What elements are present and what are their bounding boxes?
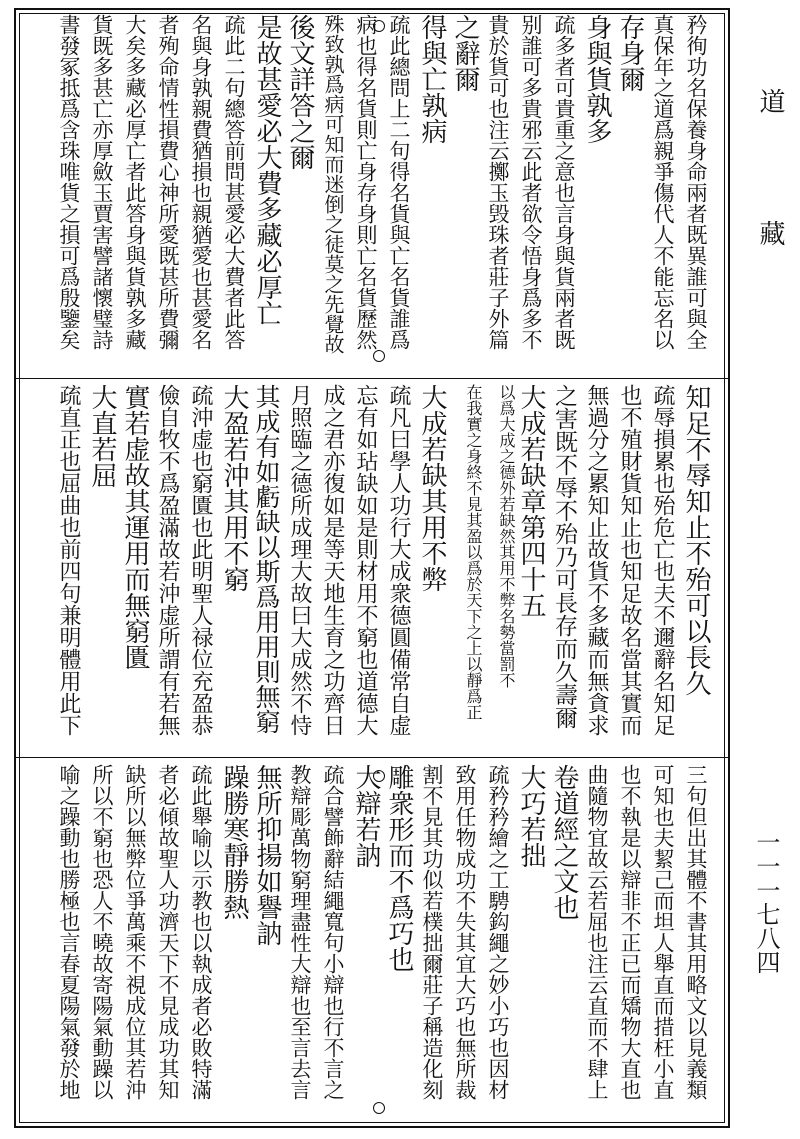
text-column: 大辯若訥 [351,764,381,868]
text-column: 所以不窮也恐人不曉故寄陽氣動躁以 [90,764,114,1100]
text-column: 大巧若拙 [516,764,546,868]
text-column: 割不見其功似若樸拙爾莊子稱造化刻 [420,764,444,1100]
text-column: 病也得名貨則亡身存身則亡名貨歷然 [354,14,378,350]
text-column: 大盈若沖其用不窮 [219,384,249,592]
text-column: 貴於貨可也注云擲玉毁珠者莊子外篇 [486,14,510,350]
text-column: 疏此舉喻以示教也以執成者必敗特滿 [189,764,213,1100]
text-column: 得與亡孰病 [417,14,447,144]
text-column: 實若虚故其運用而無窮匱 [120,384,150,670]
text-column: 疏辱損累也殆危亡也夫不邇辭名知足 [650,384,675,736]
text-column: 疏直正也屈曲也前四句兼明體用此下 [56,384,81,736]
text-column: 身與貨孰多 [582,14,612,144]
text-panel-top [36,14,712,374]
text-column: 可知也夫絜己而坦人舉直而措枉小直 [651,764,675,1100]
text-column: 貨既多甚亡亦厚斂玉賈害譬諸懷璧詩 [90,14,114,350]
text-column: 致用任物成功不失其宜大巧也無所裁 [453,764,477,1100]
text-column: 教辯彫萬物窮理盡性大辯也至言去言 [288,764,312,1100]
text-column: 忘有如玷缺如是則材用不窮也道德大 [353,384,378,736]
text-column: 以爲大成之德外若缺然其用不弊名勢當罰不 [497,384,516,688]
text-column: 書發冢抵爲含珠唯貨之損可爲殷鑒矣 [57,14,81,350]
text-column: 存身爾 [615,14,645,92]
text-column: 喻之躁動也勝極也言春夏陽氣發於地 [57,764,81,1100]
text-column: 疏多者可貴重之意也言身與貨兩者既 [552,14,576,350]
text-column: 之害既不辱不殆乃可長存而久壽爾 [551,384,577,729]
text-column: 别誰可多貴邪云此者欲令悟身爲多不 [519,14,543,350]
text-column: 其成有如虧缺以斯爲用用則無窮 [252,384,281,734]
text-column: 大直若屈 [87,384,117,488]
text-column: 疏沖虚也窮匱也此明聖人禄位充盈恭 [188,384,213,736]
margin-title: 道 藏 [755,88,785,286]
text-column: 名與身孰親費猶損也親猶愛也甚愛名 [189,14,213,350]
text-column: 在我實之身終不見其盈以爲於天下之上以靜爲正 [464,384,483,720]
text-column: 者必傾故聖人功濟天下不見成功其知 [156,764,180,1100]
text-column: 也不執是以辯非不正已而矯物大直也 [618,764,642,1100]
text-column: 成之君亦復如是等天地生育之功齊日 [320,384,345,736]
text-column: 疏此總問上二句得名貨與亡名貨誰爲 [387,14,411,350]
text-column: 大成若缺其用不弊 [417,384,447,592]
text-panel-middle [36,384,712,752]
page-number: 一一一七八四 [752,830,780,974]
text-column: 是故甚愛必大費多藏必厚亡 [252,14,282,326]
text-column: 疏矜矜繪之工騁鈎繩之妙小巧也因材 [486,764,510,1100]
panel-divider-2 [14,757,730,758]
text-column: 缺所以無弊位爭萬乘不視成位其若沖 [123,764,147,1100]
text-column: 也不殖財貨知止也知足故名當其實而 [617,384,642,736]
text-column: 躁勝寒靜勝熱 [219,764,249,920]
text-column: 殊致孰爲病可知而迷倒之徒莫之先覺故 [321,14,345,354]
panel-divider-1 [14,378,730,379]
text-column: 大成若缺章第四十五 [516,384,546,618]
text-column: 疏合譬飾辭結繩寬句小辯也行不言之 [321,764,345,1100]
text-column: 疏此二句總答前問甚愛必大費者此答 [222,14,246,350]
text-column: 雕衆形而不爲巧也 [384,764,414,972]
text-column: 者殉命情性損費心神所愛既甚所費彌 [156,14,180,350]
text-column: 後文詳答之爾 [285,14,315,170]
text-column: 無過分之累知止故貨不多藏而無貪求 [584,384,609,736]
text-column: 儉自牧不爲盈滿故若沖虚所謂有若無 [155,384,180,736]
text-column: 矜徇功名保養身命兩者既異誰可與全 [684,14,708,350]
text-column: 卷道經之文也 [549,764,579,920]
text-panel-bottom [36,764,712,1124]
text-column: 之辭爾 [450,14,480,92]
text-column: 真保年之道爲親爭傷代人不能忘名以 [651,14,675,350]
text-column: 無所抑揚如譽訥 [252,764,282,946]
text-column: 知足不辱知止不殆可以長久 [681,384,711,696]
text-column: 曲隨物宜故云若屈也注云直而不肆上 [585,764,609,1100]
text-column: 疏凡曰學人功行大成衆德圓備常自虚 [386,384,411,736]
text-column: 三句但出其體不書其用略文以見義類 [684,764,708,1100]
text-column: 月照臨之德所成理大故曰大成然不恃 [287,384,312,736]
text-column: 大矣多藏必厚亡者此答身與貨孰多藏 [123,14,147,350]
